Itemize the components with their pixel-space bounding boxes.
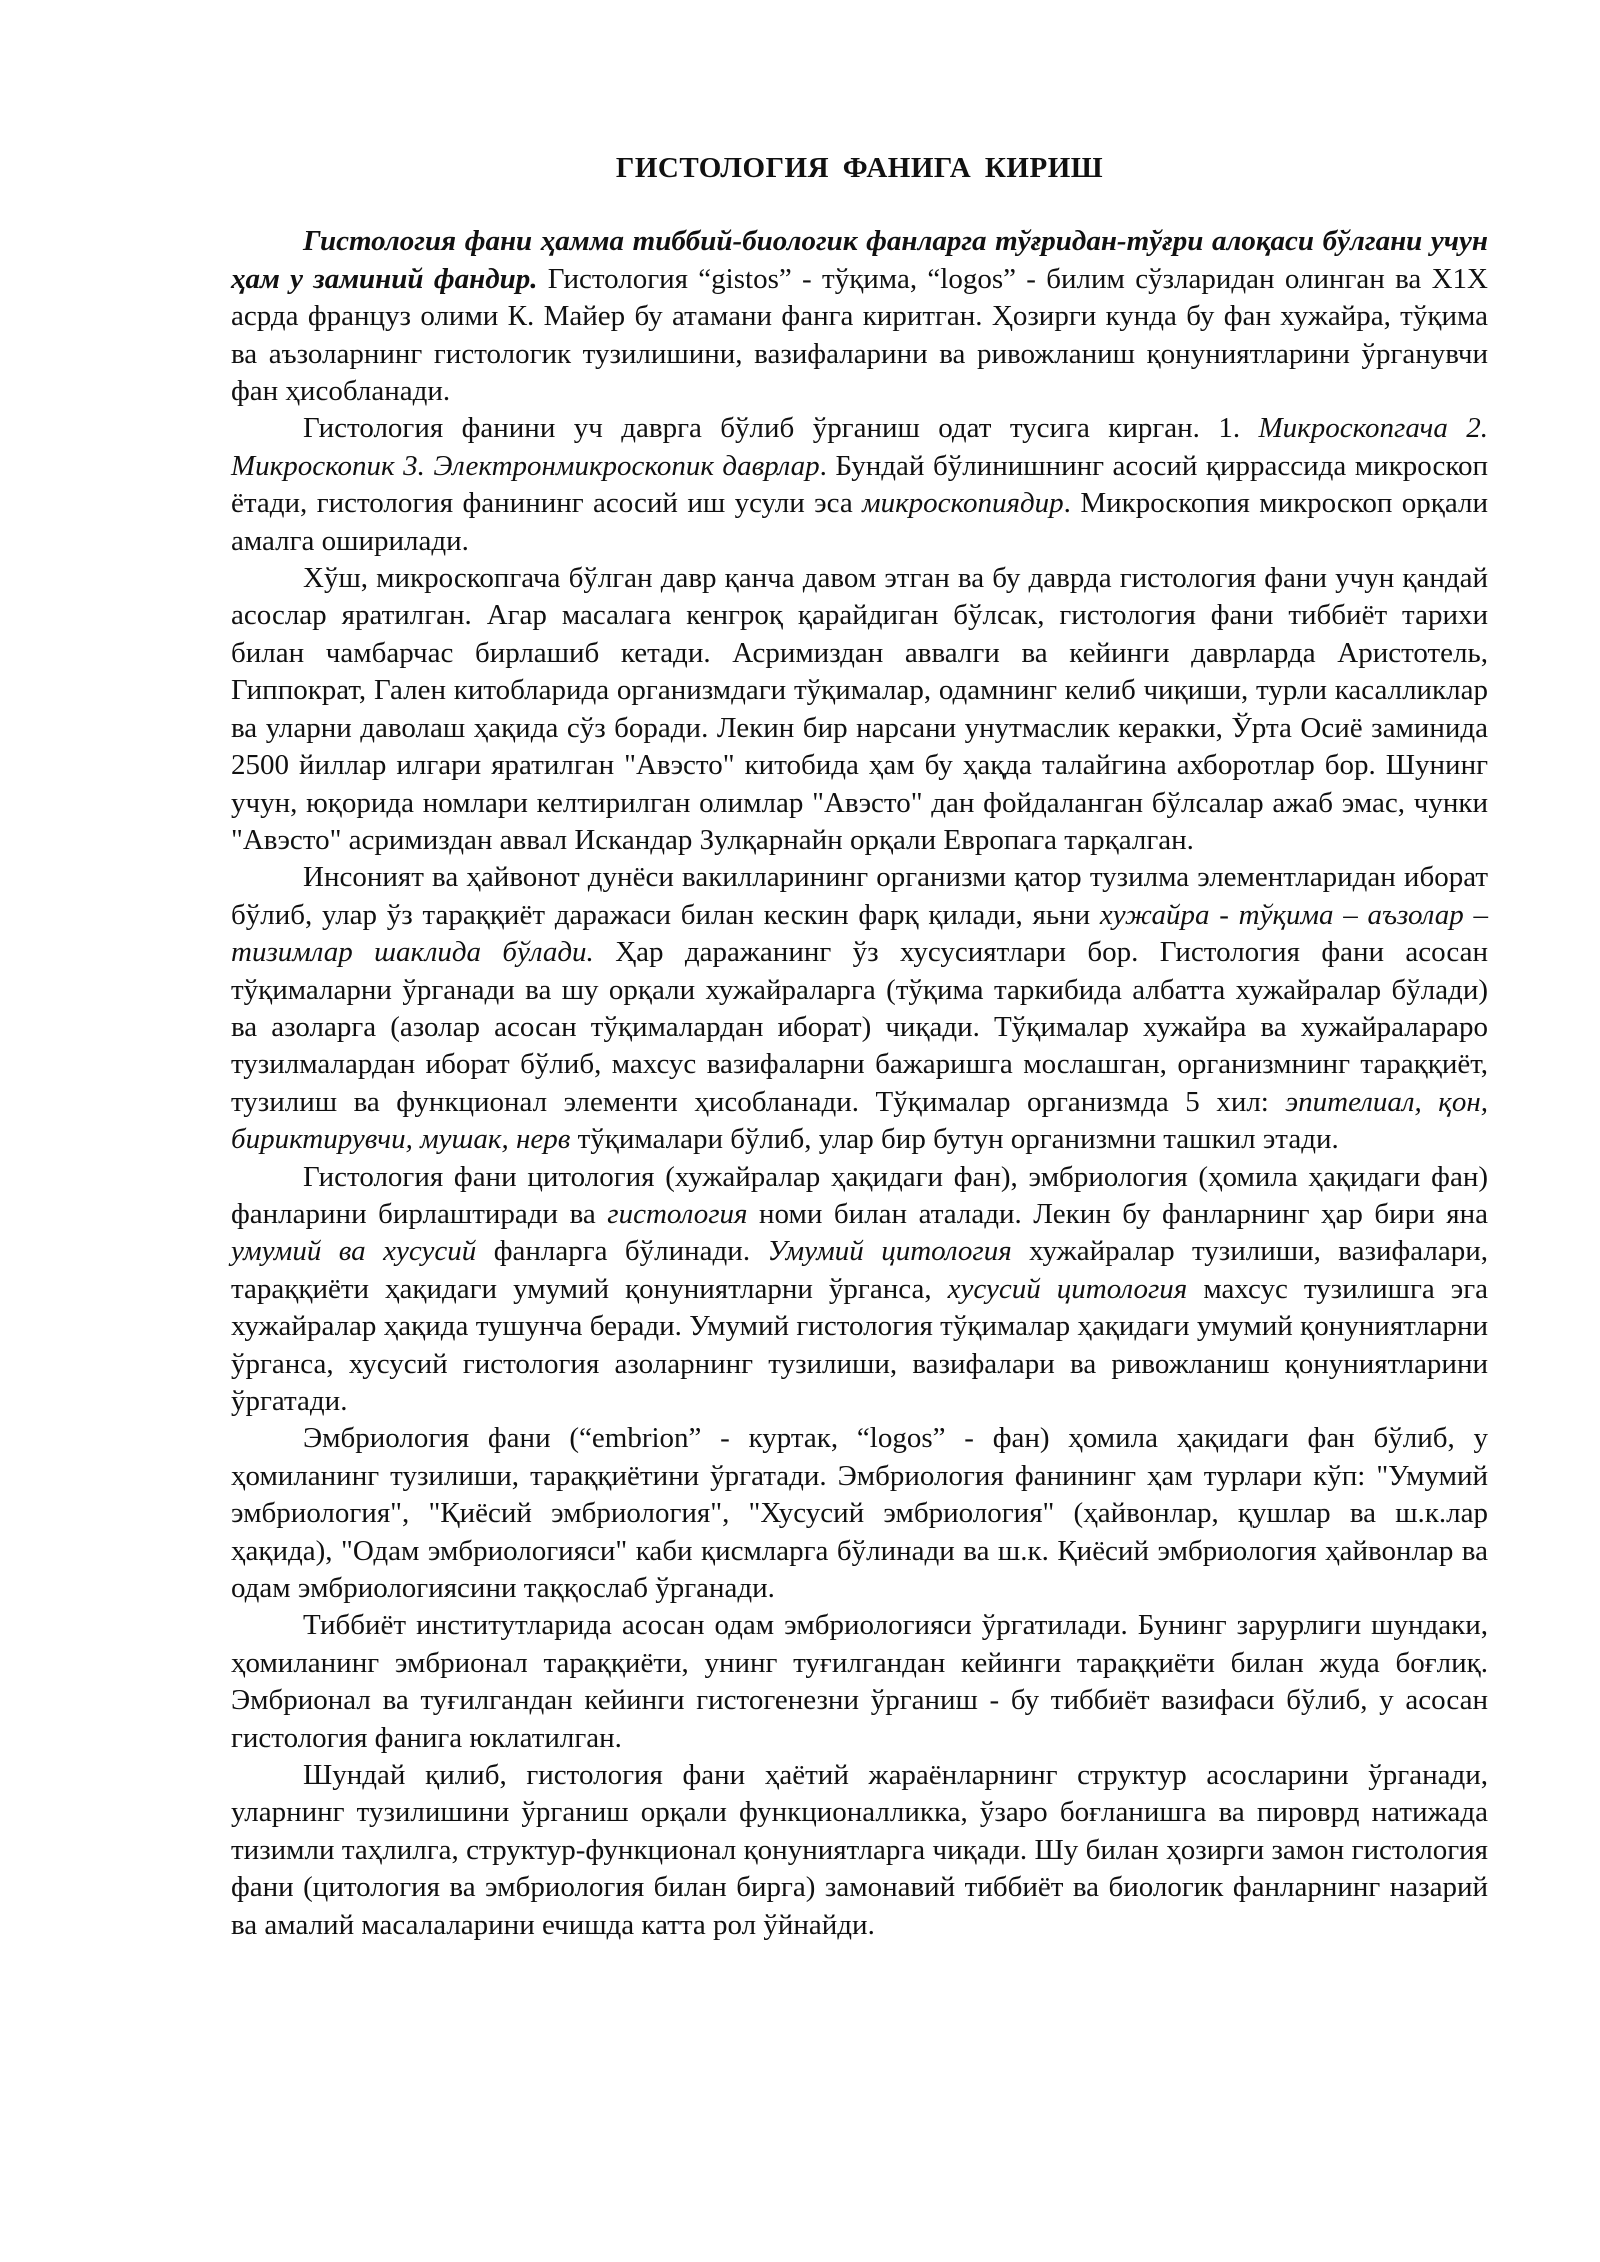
paragraph-5-text-1: Гистология фани цитология (хужайралар ҳақидаги фан), эмбриология (ҳомила ҳақидаги фан) фанларини бирлаштиради ва — [231, 1160, 1488, 1230]
paragraph-1-text: Гистология “gistos” - тўқима, “logos” - билим сўзларидан олинган ва Х1Х асрда француз олими К. Майер бу атамани фанга киритган. Ҳозирги кунда бу фан хужайра, тўқима ва аъзоларнинг гистологик тузилишини, вазифаларини ва ривожланиш қонуниятларини ўрганувчи фан ҳисобланади. — [231, 262, 1488, 408]
paragraph-3: Хўш, микроскопгача бўлган давр қанча давом этган ва бу даврда гистология фани учун қандай асослар яратилган. Агар масалага кенгроқ қарайдиган бўлсак, гистология фани тиббиёт тарихи билан чамбарчас бирлашиб кетади. Асримиздан аввалги ва кейинги даврларда Аристотель, Гиппократ, Гален китобларида организмдаги тўқималар, одамнинг келиб чиқиши, турли касалликлар ва уларни даволаш ҳақида сўз боради. Лекин бир нарсани унутмаслик керакки, Ўрта Осиё заминида 2500 йиллар илгари яратилган "Авэсто" китобида ҳам бу ҳақда талайгина ахборотлар бор. Шунинг учун, юқорида номлари келтирилган олимлар "Авэсто" дан фойдаланган бўлсалар ажаб эмас, чунки "Авэсто" асримиздан аввал Искандар Зулқарнайн орқали Европага тарқалган. — [231, 562, 1488, 856]
paragraph-5-text-3: фанларга бўлинади. — [476, 1235, 768, 1268]
paragraph-2-microscopy: микроскопиядир — [862, 487, 1064, 520]
paragraph-8: Шундай қилиб, гистология фани ҳаётий жараёнларнинг структур асосларини ўрганади, уларнинг тузилишини ўрганиш орқали функционалликка, ўзаро боғланишга ва пироврд натижада тизимли таҳлилга, структур-функционал қонуниятларга чиқади. Шу билан ҳозирги замон гистология фани (цитология ва эмбриология билан бирга) замонавий тиббиёт ва биологик фанларнинг назарий ва амалий масалаларини ечишда катта рол ўйнайди. — [231, 1759, 1488, 1941]
paragraph-4 — [231, 859, 1488, 1158]
paragraph-2-text-2: . Бундай бўлинишнинг асосий қиррассида микроскоп ётади, гистология фанининг асосий иш усули эса — [231, 449, 1488, 520]
page-title: ГИСТОЛОГИЯ ФАНИГА КИРИШ — [615, 152, 1104, 184]
paragraph-5-text-5: махсус тузилишга эга хужайралар ҳақида тушунча беради. Умумий гистология тўқималар ҳақидаги умумий қонуниятларни ўрганса, хусусий гистология азоларнинг тузилиши, вазифалари ва ривожланиш қонуниятларини ўргатади. — [231, 1272, 1488, 1417]
paragraph-2-periods: Микроскопгача 2. Микроскопик 3. Электронмикроскопик даврлар — [231, 412, 1488, 482]
paragraph-4-text-2: Ҳар даражанинг ўз хусусиятлари бор. Гистология фани асосан тўқималарни ўрганади ва шу орқали хужайраларга (тўқима таркибида албатта хужайралар бўлади) ва азоларга (азолар асосан тўқималардан иборат) чиқади. Тўқималар хужайра ва хужайралараро тузилмалардан иборат бўлиб, махсус вазифаларни бажаришга мослашган, организмнинг тараққиёт, тузилиш ва функционал элементи ҳисобланади. Тўқималар организмда 5 хил: — [231, 936, 1488, 1118]
paragraph-6: Эмбриология фани (“embrion” - куртак, “logos” - фан) ҳомила ҳақидаги фан бўлиб, у ҳомиланинг тузилиши, тараққиётини ўргатади. Эмбриология фанининг ҳам турлари кўп: "Умумий эмбриология", "Қиёсий эмбриология", "Хусусий эмбриология" (ҳайвонлар, қушлар ва ш.к.лар ҳақида), "Одам эмбриологияси" каби қисмларга бўлинади ва ш.к. Қиёсий эмбриология ҳайвонлар ва одам эмбриологиясини таққослаб ўрганади. — [231, 1422, 1488, 1605]
paragraph-7: Тиббиёт институтларида асосан одам эмбриологияси ўргатилади. Бунинг зарурлиги шундаки, ҳомиланинг эмбрионал тараққиёти, унинг туғилгандан кейинги тараққиёти билан жуда боғлиқ. Эмбрионал ва туғилгандан кейинги гистогенезни ўрганиш - бу тиббиёт вазифаси бўлиб, у асосан гистология фанига юклатилган. — [231, 1609, 1488, 1754]
paragraph-2 — [231, 410, 1488, 560]
paragraph-5-general-special: умумий ва хусусий — [231, 1235, 477, 1268]
paragraph-4-text-3: тўқималари бўлиб, улар бир бутун организмни ташкил этади. — [570, 1123, 1339, 1156]
paragraph-1 — [231, 223, 1488, 410]
paragraph-4-text-1: Инсоният ва ҳайвонот дунёси вакилларининг организми қатор тузилма элементларидан иборат бўлиб, улар ўз тараққиёт даражаси билан кескин фарқ қилади, яьни — [231, 861, 1488, 931]
paragraph-5-text-4: хужайралар тузилиши, вазифалари, тараққиёти ҳақидаги умумий қонуниятларни ўрганса, — [231, 1235, 1488, 1305]
paragraph-5-special-cytology: хусусий цитология — [947, 1272, 1188, 1305]
paragraph-2-text-3: . Микроскопия микроскоп орқали амалга оширилади. — [231, 487, 1488, 557]
paragraph-5 — [231, 1159, 1488, 1421]
document-page — [231, 150, 1488, 1944]
paragraph-4-hierarchy: хужайра - тўқима – аъзолар – тизимлар шаклида бўлади. — [231, 898, 1488, 969]
paragraph-2-text-1: Гистология фанини уч даврга бўлиб ўрганиш одат тусига кирган. 1. — [303, 412, 1259, 445]
paragraph-5-general-cytology: Умумий цитология — [767, 1235, 1012, 1268]
paragraph-5-histology: гистология — [607, 1197, 748, 1230]
paragraph-5-text-2: номи билан аталади. Лекин бу фанларнинг ҳар бири яна — [747, 1197, 1488, 1230]
paragraph-4-tissue-types: эпителиал, қон, бириктирувчи, мушак, нерв — [231, 1085, 1489, 1156]
paragraph-1-lead: Гистология фани ҳамма тиббий-биологик фанларга тўғридан-тўғри алоқаси бўлгани учун ҳам у заминий фандир. — [231, 225, 1488, 295]
